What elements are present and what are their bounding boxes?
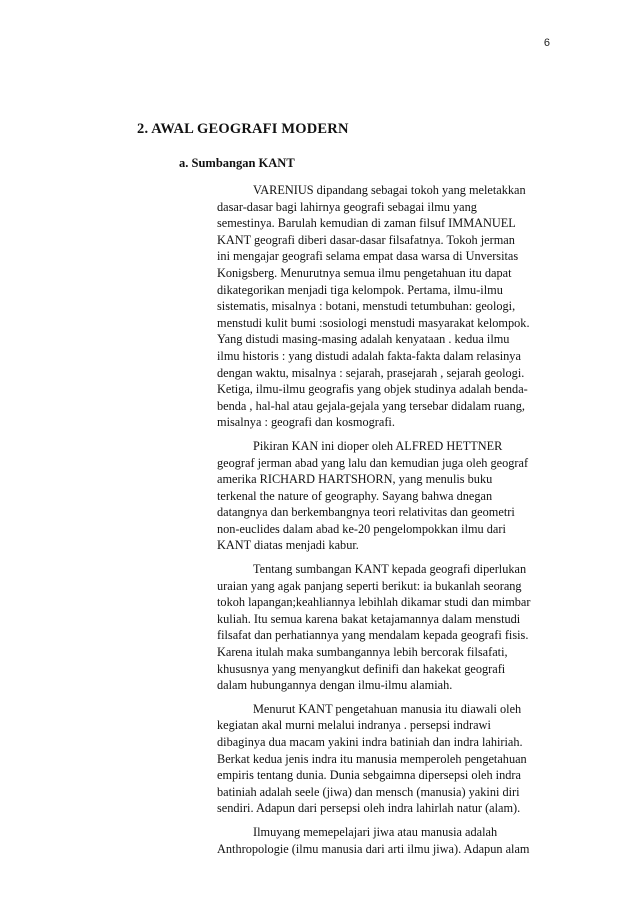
text-line: non-euclides dalam abad ke-20 pengelompokkan ilmu dari <box>217 521 506 536</box>
text-line: sistematis, misalnya : botani, menstudi tetumbuhan: geologi, <box>217 299 516 314</box>
page-number: 6 <box>543 37 550 49</box>
text-line: Menurut KANT pengetahuan manusia itu diawali oleh <box>253 701 522 716</box>
text-line: semestinya. Barulah kemudian di zaman filsuf IMMANUEL <box>217 216 516 231</box>
text-line: VARENIUS dipandang sebagai tokoh yang meletakkan <box>253 183 526 197</box>
paragraph <box>217 701 547 817</box>
text-line: khususnya yang menyangkut definifi dan hakekat geografi <box>217 661 506 676</box>
text-line: ini mengajar geografi selama empat dasa warsa di Unversitas <box>217 249 519 264</box>
text-line: geograf jerman abad yang lalu dan kemudian juga oleh geograf <box>217 455 529 470</box>
text-line: datangnya dan berkembangnya teori relativitas dan geometri <box>217 505 515 520</box>
text-line: kegiatan akal murni melalui indranya . persepsi indrawi <box>217 718 491 733</box>
paragraph <box>217 824 547 857</box>
body-text <box>217 182 547 864</box>
text-line: ilmu historis : yang distudi adalah fakta-fakta dalam relasinya <box>217 348 521 363</box>
text-line: Pikiran KAN ini dioper oleh ALFRED HETTNER <box>253 438 503 453</box>
text-line: Berkat kedua jenis indra itu manusia memperoleh pengetahuan <box>217 751 527 766</box>
text-line: Yang distudi masing-masing adalah kenyataan . kedua ilmu <box>217 332 510 347</box>
text-line: dengan waktu, misalnya : sejarah, prasejarah , sejarah geologi. <box>217 365 525 380</box>
text-line: KANT diatas menjadi kabur. <box>217 538 359 553</box>
text-line: uraian yang agak panjang seperti berikut: ia bukanlah seorang <box>217 578 522 593</box>
text-line: misalnya : geografi dan kosmografi. <box>217 415 395 430</box>
text-line: terkenal the nature of geography. Sayang bahwa dnegan <box>217 488 493 503</box>
text-line: Ilmuyang memepelajari jiwa atau manusia adalah <box>253 824 498 839</box>
text-line: menstudi kulit bumi :sosiologi menstudi masyarakat kelompok. <box>217 315 530 330</box>
text-line: benda , hal-hal atau gejala-gejala yang tersebar didalam ruang, <box>217 398 525 413</box>
text-line: dalam hubungannya dengan ilmu-ilmu alamiah. <box>217 678 453 693</box>
text-line: sendiri. Adapun dari persepsi oleh indra lahirlah natur (alam). <box>217 801 521 816</box>
text-line: tokoh lapangan;keahliannya lebihlah dikamar studi dan mimbar <box>217 595 531 610</box>
text-line: dasar-dasar bagi lahirnya geografi sebagai ilmu yang <box>217 199 477 214</box>
paragraph <box>217 182 547 431</box>
text-line: amerika RICHARD HARTSHORN, yang menulis buku <box>217 472 493 487</box>
text-line: dikategorikan menjadi tiga kelompok. Pertama, ilmu-ilmu <box>217 282 503 297</box>
text-line: filsafat dan perhatiannya yang mendalam kepada geografi fisis. <box>217 628 529 643</box>
paragraph <box>217 438 547 554</box>
text-line: batiniah adalah seele (jiwa) dan mensch (manusia) yakini diri <box>217 784 520 799</box>
text-line: empiris tentang dunia. Dunia sebgaimna dipersepsi oleh indra <box>217 768 521 783</box>
chapter-heading: 2. AWAL GEOGRAFI MODERN <box>137 121 349 137</box>
text-line: Ketiga, ilmu-ilmu geografis yang objek studinya adalah benda- <box>217 382 528 397</box>
text-line: Karena itulah maka sumbangannya lebih bercorak filsafati, <box>217 645 508 660</box>
section-subheading: a. Sumbangan KANT <box>179 156 295 170</box>
paragraph <box>217 561 547 694</box>
text-line: Anthropologie (ilmu manusia dari arti ilmu jiwa). Adapun alam <box>217 841 530 856</box>
text-line: dibaginya dua macam yakini indra batiniah dan indra lahiriah. <box>217 735 523 749</box>
text-line: Tentang sumbangan KANT kepada geografi diperlukan <box>253 562 527 577</box>
text-line: Konigsberg. Menurutnya semua ilmu pengetahuan itu dapat <box>217 265 512 280</box>
text-line: KANT geografi diberi dasar-dasar filsafatnya. Tokoh jerman <box>217 232 515 247</box>
text-line: kuliah. Itu semua karena bakat ketajamannya dalam menstudi <box>217 611 521 626</box>
